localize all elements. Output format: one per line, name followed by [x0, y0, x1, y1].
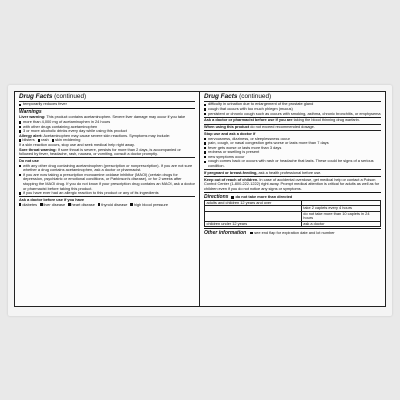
list-item: nervousness, dizziness, or sleeplessness occur	[204, 137, 381, 142]
list-item: persistent or chronic cough such as occurs with smoking, asthma, chronic bronchitis, or emphysema	[204, 112, 381, 117]
table-cell: take 2 caplets every 4 hours	[301, 206, 380, 212]
list-item: if you are now taking a prescription monoamine oxidase inhibitor (MAOI) (certain drugs for depression, psychiatric or emotional conditions, or Parkinson's disease), or for 2 weeks after stopping the MAOI drug. If you do not know if your prescription drug contains an MAOI, ask a doctor or pharmacist before taking this product.	[19, 173, 195, 191]
symptom: rash	[38, 138, 49, 143]
table-cell: do not take more than 10 caplets in 24 hours	[301, 211, 380, 221]
keep-out-text: In case of accidental overdose, get medical help or contact a Poison Control Center (1-800-222-1222) right away. Prompt medical attention is critical for adults as well as for children even if you do not notice any signs or symptoms.	[204, 176, 380, 191]
liver-warning-label: Liver warning:	[19, 114, 46, 120]
drug-facts-panel	[14, 91, 386, 307]
condition: heart disease	[68, 203, 95, 208]
sore-throat-warning	[19, 148, 195, 157]
allergy-alert-label: Allergy alert:	[19, 132, 43, 138]
condition: high blood pressure	[130, 203, 168, 208]
condition: diabetes	[19, 203, 37, 208]
bullet-icon	[68, 203, 70, 205]
list-item: 3 or more alcoholic drinks every day while using this product	[19, 129, 195, 134]
ask-doctor-conditions	[19, 203, 195, 208]
pregnant-text: ask a health professional before use.	[258, 169, 322, 175]
list-item: with other drugs containing acetaminophen	[19, 125, 195, 130]
right-header-continued: (continued)	[239, 93, 272, 100]
other-information-heading: Other information	[204, 229, 247, 236]
table-cell: adults and children 12 years and over	[205, 200, 302, 206]
keep-out-warning	[204, 178, 381, 192]
left-header-title: Drug Facts	[19, 93, 53, 100]
other-information-list	[250, 231, 334, 236]
condition: liver disease	[40, 203, 65, 208]
table-row	[205, 211, 381, 221]
list-item: cough comes back or occurs with rash or headache that lasts. These could be signs of a serious condition.	[204, 159, 381, 168]
list-item: new symptoms occur	[204, 155, 381, 160]
pregnant-warning	[204, 171, 381, 176]
list-item: pain, cough, or nasal congestion gets worse or lasts more than 7 days	[204, 141, 381, 146]
directions-heading: Directions	[204, 193, 229, 200]
left-header-continued: (continued)	[54, 93, 87, 100]
symptom: blisters	[19, 138, 35, 143]
bullet-icon	[40, 203, 42, 205]
liver-warning-list	[19, 120, 195, 134]
other-information-section	[204, 230, 381, 236]
sore-throat-text: If sore throat is severe, persists for more than 2 days, is accompanied or followed by fever, headache, rash, nausea, or vomiting, consult a doctor promptly.	[19, 146, 181, 157]
warnings-heading: Warnings	[19, 109, 42, 116]
list-item: if you have ever had an allergic reaction to this product or any of its ingredients	[19, 191, 195, 196]
condition: thyroid disease	[98, 203, 128, 208]
table-cell	[205, 211, 302, 221]
ask-pharmacist	[204, 118, 381, 123]
left-header	[19, 93, 195, 100]
table-row	[205, 221, 381, 227]
ask-doctor-heading: Ask a doctor before use if you have	[19, 196, 85, 202]
ask-pharmacist-text: taking the blood thinning drug warfarin.	[293, 117, 360, 123]
ask-pharmacist-heading: Ask a doctor or pharmacist before use if you are	[204, 117, 293, 123]
table-cell: children under 12 years	[205, 221, 302, 227]
list-item: fever gets worse or lasts more than 3 days	[204, 146, 381, 151]
dosing-table	[204, 200, 381, 228]
symptom: skin reddening	[52, 138, 81, 143]
drug-facts-label	[8, 85, 392, 316]
list-item: difficulty in urination due to enlargement of the prostate gland	[204, 102, 381, 107]
right-header-title: Drug Facts	[204, 93, 238, 100]
when-using	[204, 125, 381, 130]
directions-list	[231, 195, 292, 200]
when-using-heading: When using this product	[204, 124, 250, 130]
stop-use-list	[204, 137, 381, 169]
keep-out-heading: Keep out of reach of children.	[204, 176, 259, 182]
right-header	[204, 93, 381, 100]
bullet-icon	[98, 203, 100, 205]
drug-facts-right-column	[200, 92, 385, 306]
do-not-use-heading: Do not use	[19, 158, 39, 164]
do-not-use-list	[19, 164, 195, 196]
list-item: more than 4,000 mg of acetaminophen in 24 hours	[19, 120, 195, 125]
when-using-text: do not exceed recommended dosage.	[250, 124, 315, 130]
stop-use-heading: Stop use and ask a doctor if	[204, 130, 256, 136]
sore-throat-label: Sore throat warning:	[19, 146, 57, 152]
list-item: do not take more than directed	[231, 195, 292, 200]
list-item: with any other drug containing acetaminophen (prescription or nonprescription). If you are not sure whether a drug contains acetaminophen, ask a doctor or pharmacist.	[19, 164, 195, 173]
list-item: see end flap for expiration date and lot number	[250, 231, 334, 236]
allergy-after: If a skin reaction occurs, stop use and seek medical help right away.	[19, 142, 135, 148]
table-cell: ask a doctor	[301, 221, 380, 227]
drug-facts-left-column	[15, 92, 200, 306]
list-item: temporarily reduces fever	[19, 102, 195, 107]
list-item: redness or swelling is present	[204, 150, 381, 155]
pregnant-heading: If pregnant or breast-feeding,	[204, 169, 258, 175]
liver-warning-text: This product contains acetaminophen. Severe liver damage may occur if you take	[46, 114, 186, 120]
uses-list	[19, 102, 195, 107]
list-item: cough that occurs with too much phlegm (mucus)	[204, 107, 381, 112]
ask-doctor-continued-list	[204, 102, 381, 116]
bullet-icon	[130, 203, 132, 205]
allergy-alert-text: Acetaminophen may cause severe skin reactions. Symptoms may include:	[43, 132, 171, 138]
